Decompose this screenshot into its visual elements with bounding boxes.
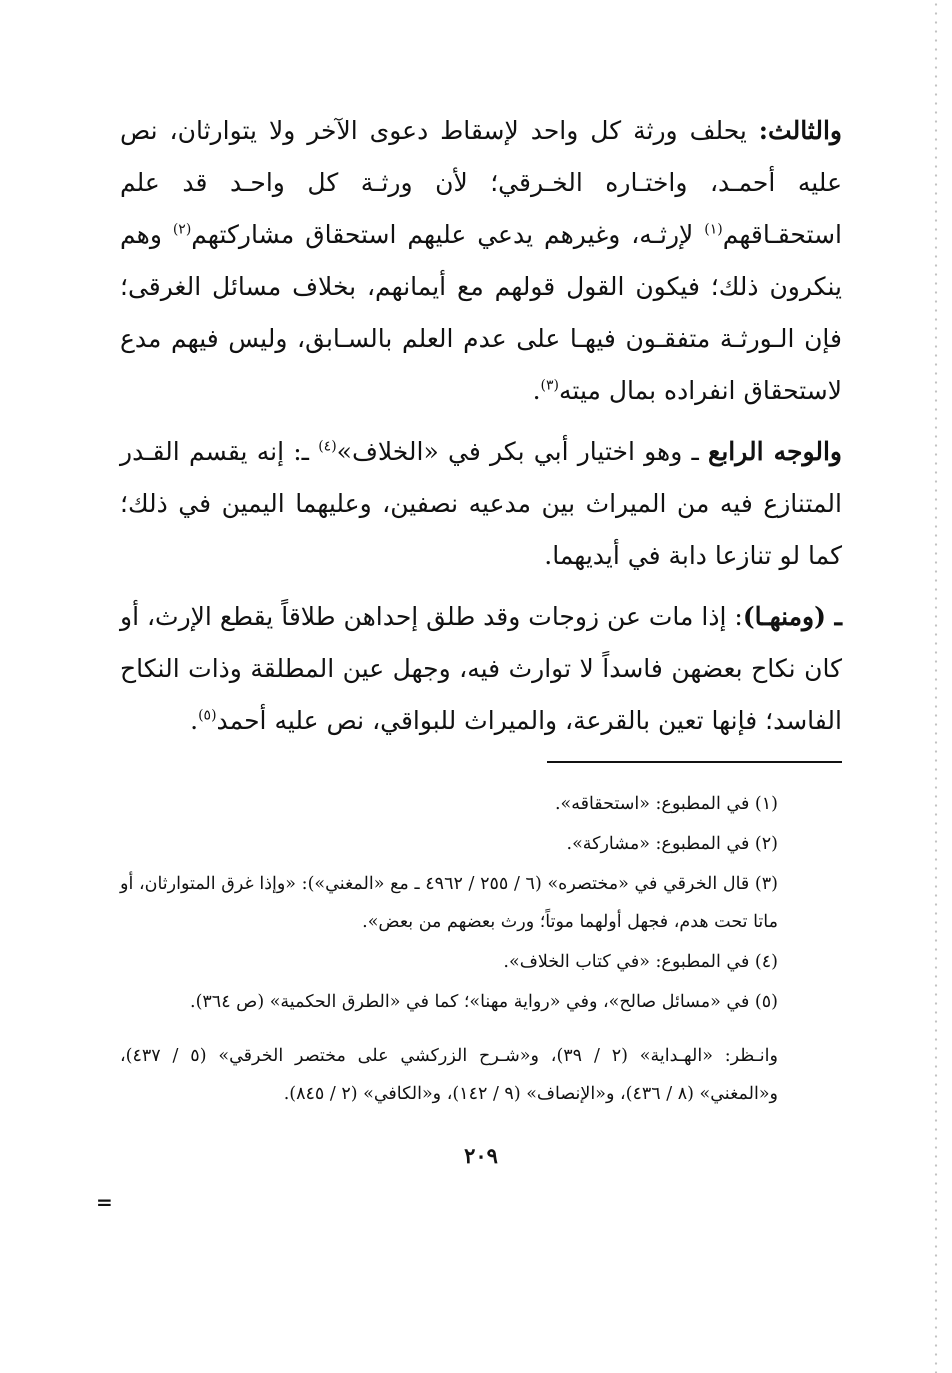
paragraph-text: : إذا مات عن زوجات وقد طلق إحداهن طلاقاً يقطع الإرث، أو كان نكاح بعضهن فاسداً لا توارث فيه، وجهل عين المطلقة وذات النكاح الفاسد؛ فإنها تعين بالقرعة، والميراث للبواقي، نص عليه أحمد xyxy=(120,602,842,735)
paragraph-text: يحلف ورثة كل واحد لإسقاط دعوى الآخر ولا يتوارثان، نص عليه أحمـد، واختـاره الخـرقي؛ لأن ورثـة كل واحـد قد علم استحقـاقهم xyxy=(120,116,842,249)
page-number: ٢٠٩ xyxy=(464,1143,498,1168)
footnote-see-also: وانـظر: «الهـداية» (٢ / ٣٩)، و«شـرح الزركشي على مختصر الخرقي» (٥ / ٤٣٧)، و«المغني» (٨ / ٤٣٦)، و«الإنصاف» (٩ / ١٤٢)، و«الكافي» (٢ / ٨٤٥). xyxy=(120,1046,778,1104)
footnote-gap xyxy=(120,1023,842,1037)
paragraph-text: . xyxy=(532,376,541,405)
footnote-4: (٤) في المطبوع: «في كتاب الخلاف». xyxy=(503,952,778,972)
paragraph-text: ـ وهو اختيار أبي بكر في «الخلاف» xyxy=(336,437,709,466)
paragraph-case-wives xyxy=(120,591,842,747)
page-edge-dots xyxy=(934,0,938,1373)
continuation-mark: = xyxy=(96,1190,113,1214)
paragraph-text: لإرثـه، وغيرهم يدعي عليهم استحقاق مشاركتهم xyxy=(191,220,705,249)
paragraph-lead: ـ (ومنهـا) xyxy=(742,602,843,631)
paragraph-third-opinion xyxy=(120,105,842,417)
paragraph-text: ـ: إنه يقسم القـدر المتنازع فيه من الميراث بين مدعيه نصفين، وعليهما اليمين في ذلك؛ كما لو تنازعا دابة في أيديهما. xyxy=(120,437,842,570)
paragraph-lead: والثالث: xyxy=(758,116,842,145)
footnote-1: (١) في المطبوع: «استحقاقه». xyxy=(554,794,778,814)
footnote-ref-5[interactable]: (٥) xyxy=(198,707,217,724)
book-page xyxy=(120,105,842,1168)
footnote-ref-3[interactable]: (٣) xyxy=(540,377,560,394)
footnote-3: (٣) قال الخرقي في «مختصره» (٦ / ٢٥٥ / ٤٩٦٢ ـ مع «المغني»): «وإذا غرق المتوارثان، أو ماتا تحت هدم، فجهل أولهما موتاً؛ ورث بعضهم من بعض». xyxy=(120,874,778,932)
paragraph-lead: والوجه الرابع xyxy=(708,437,842,466)
footnote-separator xyxy=(547,761,842,763)
footnote-5: (٥) في «مسائل صالح»، وفي «رواية مهنا»؛ كما في «الطرق الحكمية» (ص ٣٦٤). xyxy=(190,992,778,1012)
paragraph-text: . xyxy=(190,706,199,735)
footnote-ref-1[interactable]: (١) xyxy=(704,221,723,238)
paragraph-text: وهم ينكرون ذلك؛ فيكون القول قولهم مع أيمانهم، بخلاف مسائل الغرقى؛ فإن الـورثـة متفقـون فيهـا على عدم العلم بالسـابق، وليس فيهم مدع لاستحقاق انفراده بمال ميته xyxy=(120,220,842,405)
footnote-ref-4[interactable]: (٤) xyxy=(318,438,337,455)
footnote-ref-2[interactable]: (٢) xyxy=(172,221,192,238)
paragraph-fourth-opinion xyxy=(120,426,842,582)
footnote-2: (٢) في المطبوع: «مشاركة». xyxy=(566,834,778,854)
